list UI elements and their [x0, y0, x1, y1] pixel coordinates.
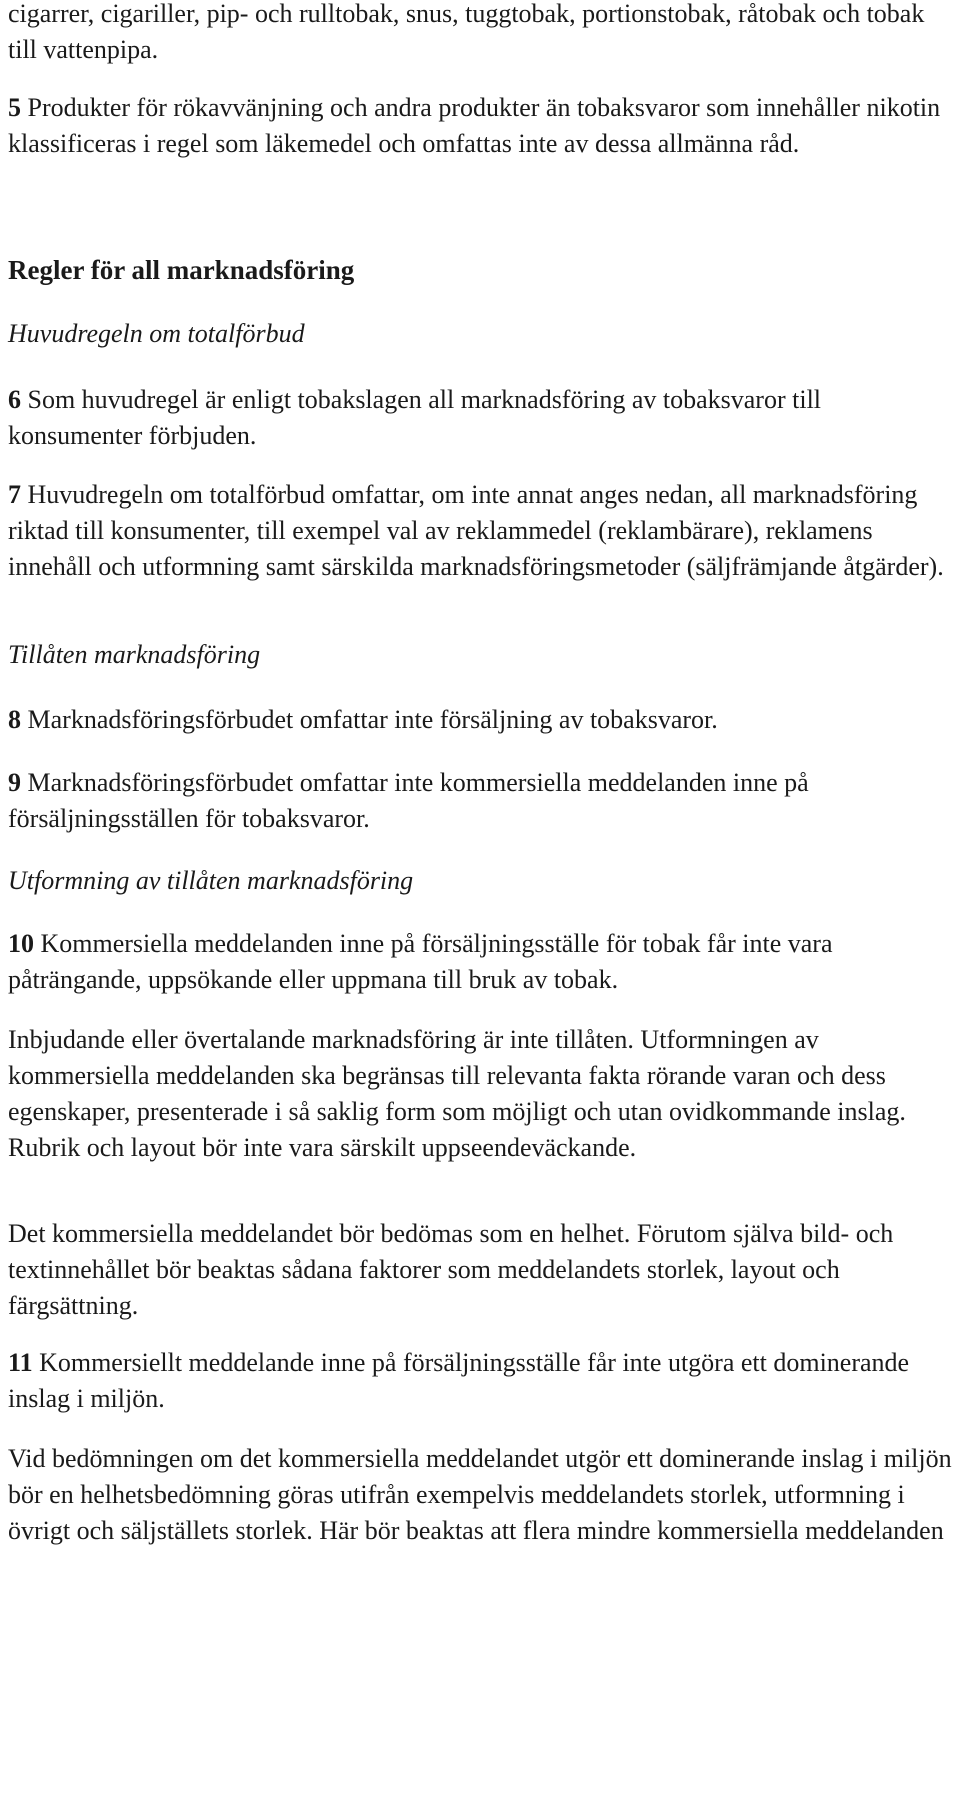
paragraph-number: 6 [8, 385, 21, 414]
subheading-total-ban: Huvudregeln om totalförbud [8, 319, 305, 348]
paragraph-text: Kommersiellt meddelande inne på försäljningsställe får inte utgöra ett dominerande inslag i miljön. [8, 1348, 910, 1413]
paragraph-number: 8 [8, 705, 21, 734]
paragraph-number: 10 [8, 929, 34, 958]
footnote-text: Produkter för rökavvänjning och andra produkter än tobaksvaror som innehåller nikotin klassificeras i regel som läkemedel och omfattas inte av dessa allmänna råd. [8, 93, 941, 158]
paragraph-number: 9 [8, 768, 21, 797]
paragraph-text: Marknadsföringsförbudet omfattar inte kommersiella meddelanden inne på försäljningsställen för tobaksvaror. [8, 768, 809, 833]
subheading-allowed: Tillåten marknadsföring [8, 640, 261, 669]
paragraph-10-b: Inbjudande eller övertalande marknadsföring är inte tillåten. Utformningen av kommersiella meddelanden ska begränsas till relevanta fakta rörande varan och dess egenskaper, presenterade i så saklig form som möjligt och utan ovidkommande inslag. Rubrik och layout bör inte vara särskilt uppseendeväckande. [8, 1025, 906, 1162]
paragraph-9 [8, 765, 953, 837]
paragraph-text: Kommersiella meddelanden inne på försäljningsställe för tobak får inte vara påträngande, uppsökande eller uppmana till bruk av tobak. [8, 929, 833, 994]
paragraph-text: Huvudregeln om totalförbud omfattar, om inte annat anges nedan, all marknadsföring riktad till konsumenter, till exempel val av reklammedel (reklambärare), reklamens innehåll och utformning samt särskilda marknadsföringsmetoder (säljfrämjande åtgärder). [8, 480, 944, 581]
paragraph-11 [8, 1345, 953, 1417]
paragraph-11-b: Vid bedömningen om det kommersiella meddelandet utgör ett dominerande inslag i miljön bör en helhetsbedömning göras utifrån exempelvis meddelandets storlek, utformning i övrigt och säljställets storlek. Här bör beaktas att flera mindre kommersiella meddelanden [8, 1444, 952, 1545]
paragraph-10 [8, 926, 953, 998]
section-heading: Regler för all marknadsföring [8, 255, 355, 285]
paragraph-10-c: Det kommersiella meddelandet bör bedömas som en helhet. Förutom själva bild- och textinnehållet bör beaktas sådana faktorer som meddelandets storlek, layout och färgsättning. [8, 1219, 894, 1320]
paragraph-7 [8, 477, 953, 585]
paragraph-number: 11 [8, 1348, 33, 1377]
paragraph-6 [8, 382, 953, 454]
paragraph-text: Marknadsföringsförbudet omfattar inte försäljning av tobaksvaror. [21, 705, 718, 734]
footnote-5 [8, 90, 953, 162]
subheading-design: Utformning av tillåten marknadsföring [8, 866, 414, 895]
footnote-number: 5 [8, 93, 21, 122]
paragraph-8 [8, 702, 953, 738]
paragraph-text: Som huvudregel är enligt tobakslagen all marknadsföring av tobaksvaror till konsumenter förbjuden. [8, 385, 822, 450]
intro-continuation: cigarrer, cigariller, pip- och rulltobak, snus, tuggtobak, portionstobak, råtobak och tobak till vattenpipa. [8, 0, 925, 64]
paragraph-number: 7 [8, 480, 21, 509]
